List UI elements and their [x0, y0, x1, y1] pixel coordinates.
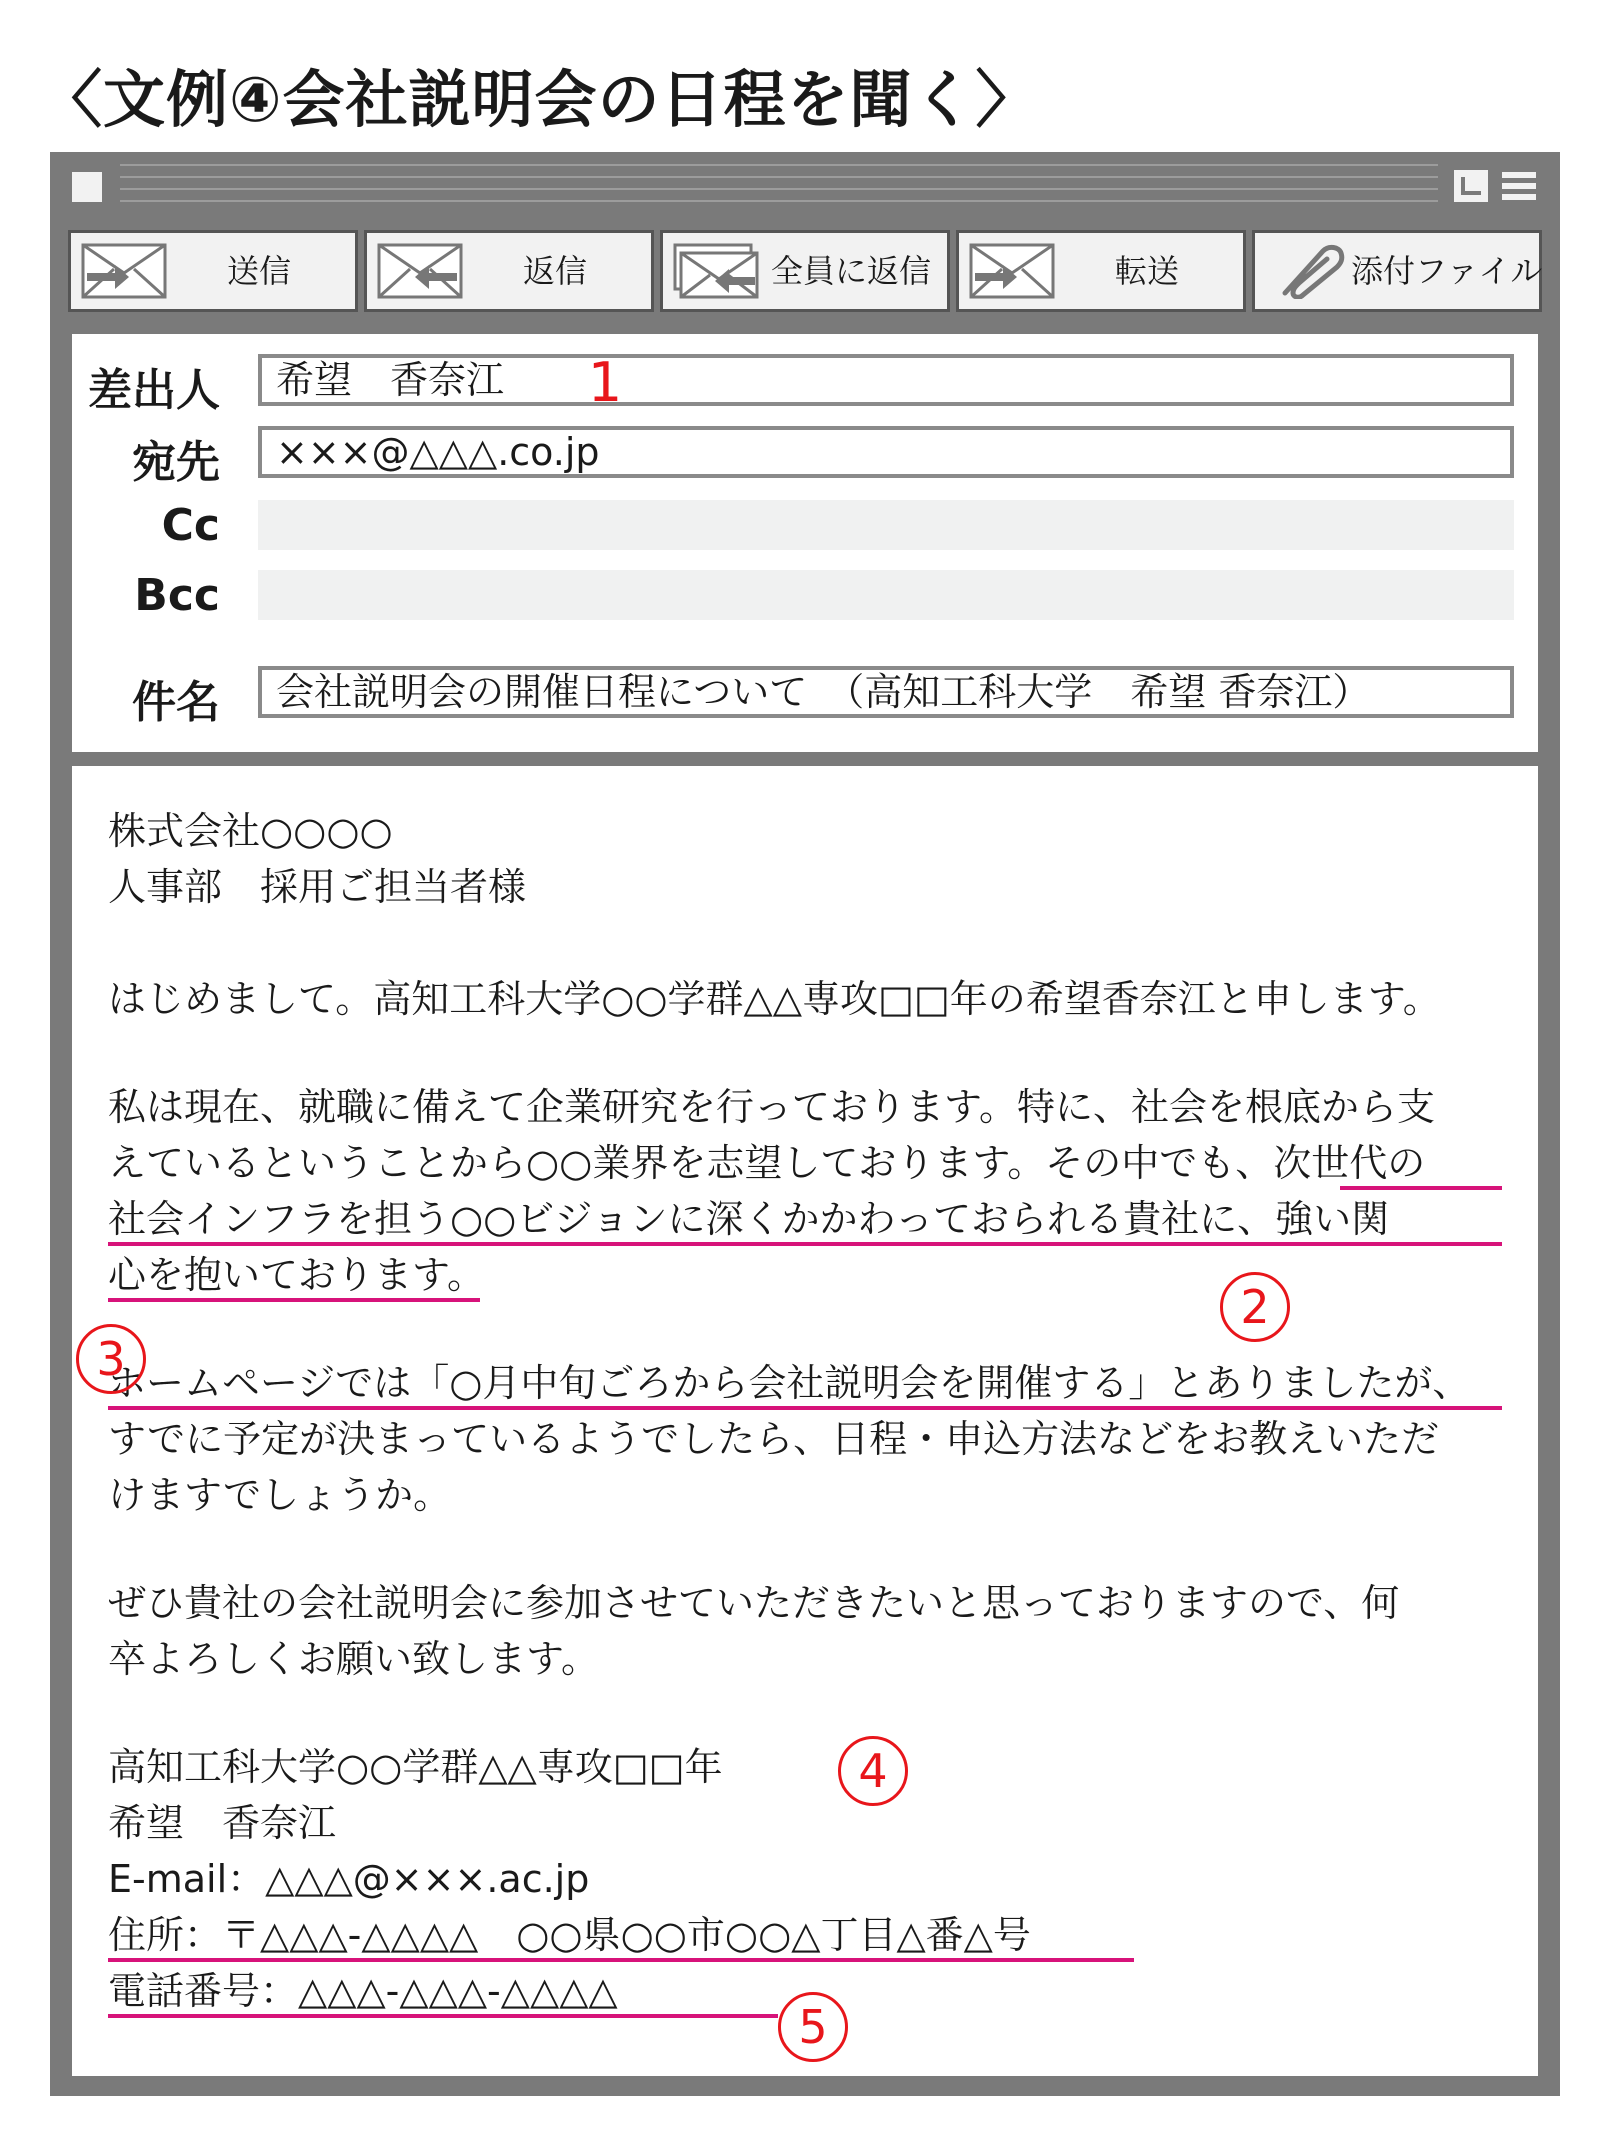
reply-icon	[377, 243, 463, 299]
attach-file-button-label: 添付ファイル	[1351, 252, 1543, 290]
title-bar	[50, 152, 1560, 217]
paperclip-icon	[1265, 243, 1351, 299]
body-line: 電話番号：△△△-△△△-△△△△	[108, 1969, 618, 2013]
mail-header	[72, 334, 1538, 752]
forward-button[interactable]	[956, 230, 1246, 312]
mail-body[interactable]	[72, 766, 1538, 2076]
page-title: 〈文例④会社説明会の日程を聞く〉	[40, 63, 1039, 136]
from-label: 差出人	[88, 365, 220, 416]
body-line: 卒よろしくお願い致します。	[108, 1637, 599, 1681]
body-line: はじめまして。高知工科大学○○学群△△専攻□□年の希望香奈江と申します。	[108, 977, 1441, 1021]
restore-window-icon[interactable]	[1454, 170, 1488, 202]
hamburger-menu-icon[interactable]	[1502, 170, 1536, 202]
highlight-underline	[108, 1298, 480, 1302]
highlight-underline	[108, 2014, 778, 2018]
send-button[interactable]	[68, 230, 358, 312]
title-bar-stripe	[120, 176, 1438, 178]
window-menu-icon[interactable]	[72, 172, 102, 202]
highlight-underline	[108, 1406, 1502, 1410]
to-field[interactable]: ×××@△△△.co.jp	[258, 426, 1514, 478]
cc-field[interactable]	[258, 500, 1514, 550]
title-bar-stripe	[120, 188, 1438, 190]
send-button-label: 送信	[226, 252, 291, 290]
reply-button-label: 返信	[522, 252, 587, 290]
title-bar-stripe	[120, 200, 1438, 202]
body-line: 希望 香奈江	[108, 1801, 337, 1845]
body-line: すでに予定が決まっているようでしたら、日程・申込方法などをお教えいただ	[108, 1417, 1440, 1461]
annotation-1: 1	[587, 351, 623, 414]
body-line: えているということから○○業界を志望しております。その中でも、次世代の	[108, 1141, 1426, 1185]
bcc-field[interactable]	[258, 570, 1514, 620]
reply-all-icon	[673, 243, 759, 299]
body-line: E-mail：△△△@×××.ac.jp	[108, 1857, 590, 1901]
mail-window	[50, 152, 1560, 2096]
annotation-2: 2	[1220, 1272, 1290, 1342]
reply-all-button[interactable]	[660, 230, 950, 312]
subject-label: 件名	[132, 677, 220, 728]
body-line: 高知工科大学○○学群△△専攻□□年	[108, 1745, 723, 1789]
body-line: ホームページでは「○月中旬ごろから会社説明会を開催する」とありましたが、	[108, 1361, 1471, 1405]
attach-file-button[interactable]	[1252, 230, 1542, 312]
subject-field[interactable]: 会社説明会の開催日程について （高知工科大学 希望 香奈江）	[258, 666, 1514, 718]
to-label: 宛先	[132, 437, 220, 488]
body-line: 社会インフラを担う○○ビジョンに深くかかわっておられる貴社に、強い関	[108, 1197, 1390, 1241]
annotation-5: 5	[778, 1992, 848, 2062]
cc-label: Cc	[161, 500, 220, 551]
forward-button-label: 転送	[1114, 252, 1179, 290]
highlight-underline	[1340, 1186, 1502, 1190]
body-line: 心を抱いております。	[108, 1253, 485, 1297]
body-line: ぜひ貴社の会社説明会に参加させていただきたいと思っておりますので、何	[108, 1581, 1400, 1625]
bcc-label: Bcc	[134, 570, 220, 621]
body-line: 住所：〒△△△-△△△△ ○○県○○市○○△丁目△番△号	[108, 1913, 1031, 1957]
body-line: 私は現在、就職に備えて企業研究を行っております。特に、社会を根底から支	[108, 1085, 1435, 1129]
body-line: 人事部 採用ご担当者様	[108, 865, 527, 909]
body-line: 株式会社○○○○	[108, 809, 393, 853]
highlight-underline	[108, 1242, 1502, 1246]
forward-icon	[969, 243, 1055, 299]
send-icon	[81, 243, 167, 299]
highlight-underline	[108, 1958, 1134, 1962]
title-bar-stripe	[120, 164, 1438, 166]
annotation-3: 3	[76, 1324, 146, 1394]
reply-all-button-label: 全員に返信	[770, 252, 931, 290]
body-line: けますでしょうか。	[108, 1473, 452, 1517]
annotation-4: 4	[838, 1736, 908, 1806]
from-field[interactable]: 希望 香奈江	[258, 354, 1514, 406]
reply-button[interactable]	[364, 230, 654, 312]
